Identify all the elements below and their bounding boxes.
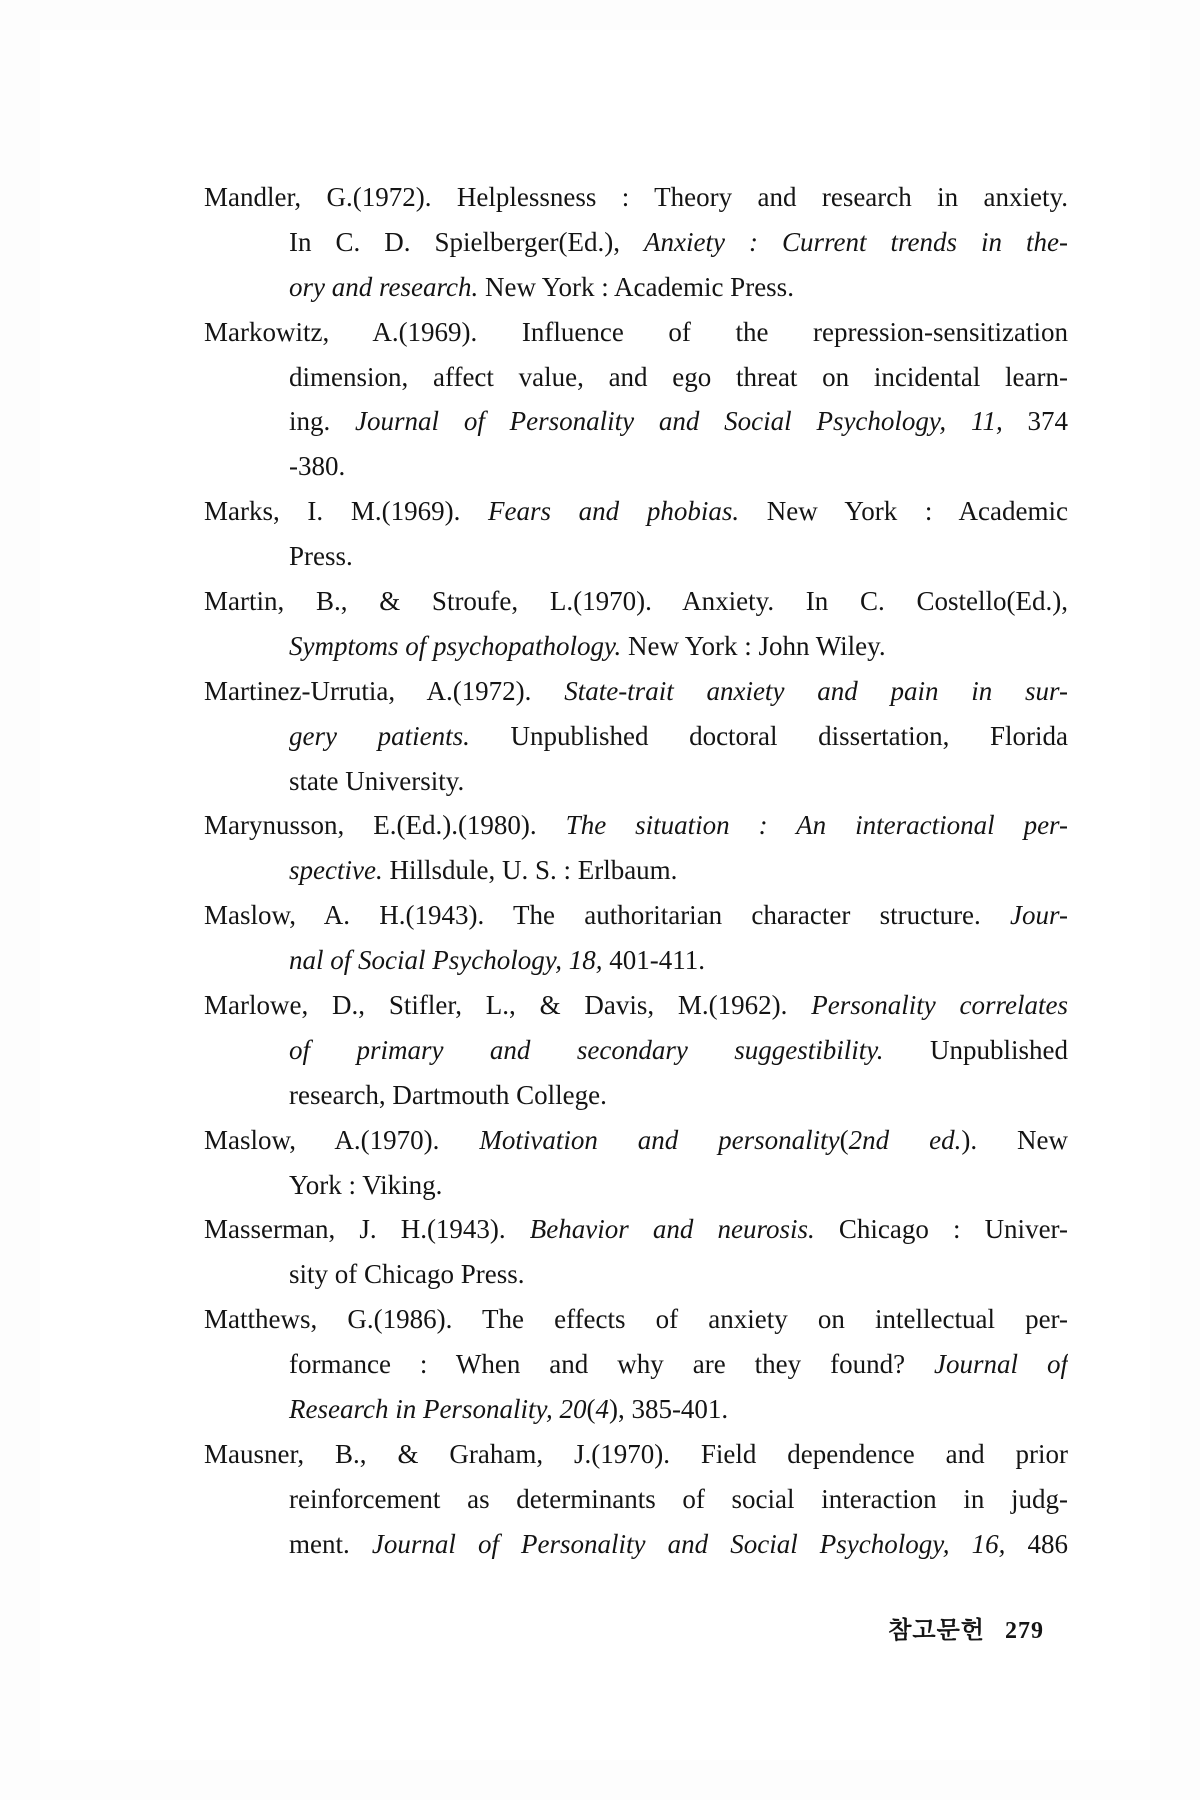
- reference-line: [204, 399, 1068, 444]
- reference-entry: [204, 983, 1068, 1118]
- reference-text: Masserman, J. H.(1943).: [204, 1214, 530, 1245]
- reference-entry: [204, 669, 1068, 804]
- reference-line: [204, 220, 1068, 265]
- reference-entry: [204, 579, 1068, 669]
- reference-text: ). New: [961, 1124, 1068, 1155]
- reference-line: [204, 444, 1068, 489]
- reference-text: Martinez-Urrutia, A.(1972).: [204, 675, 565, 706]
- reference-text: Martin, B., & Stroufe, L.(1970). Anxiety. In C. Costello(Ed.),: [204, 586, 1068, 617]
- reference-line: [204, 534, 1068, 579]
- reference-italic-text: Journal of Personality and Social Psychology, 16,: [371, 1528, 1006, 1559]
- reference-text: Marlowe, D., Stifler, L., & Davis, M.(1962).: [204, 990, 812, 1021]
- reference-line: [204, 175, 1068, 220]
- reference-text: formance : When and why are they found?: [289, 1349, 935, 1380]
- reference-italic-text: The situation : An interactional per-: [565, 810, 1068, 841]
- reference-text: York : Viking.: [289, 1169, 443, 1200]
- reference-italic-text: Anxiety : Current trends in the-: [644, 226, 1068, 257]
- reference-line: [204, 1522, 1068, 1567]
- reference-text: Unpublished: [883, 1034, 1068, 1065]
- reference-line: [204, 1028, 1068, 1073]
- reference-line: [204, 938, 1068, 983]
- running-section-title: 참고문헌: [888, 1618, 985, 1644]
- reference-entry: [204, 175, 1068, 310]
- reference-text: New York : John Wiley.: [621, 630, 886, 661]
- reference-text: ing.: [289, 406, 356, 437]
- reference-line: [204, 759, 1068, 804]
- reference-line: [204, 489, 1068, 534]
- reference-line: [204, 714, 1068, 759]
- reference-text: Mandler, G.(1972). Helplessness : Theory and research in anxiety.: [204, 182, 1068, 212]
- reference-entry: [204, 310, 1068, 490]
- reference-italic-text: Jour-: [1010, 900, 1068, 931]
- reference-text: New York : Academic Press.: [478, 271, 794, 302]
- reference-line: [204, 1387, 1068, 1432]
- reference-italic-text: spective.: [289, 855, 383, 886]
- reference-entry: [204, 803, 1068, 893]
- reference-line: [204, 265, 1068, 310]
- reference-line: [204, 1477, 1068, 1522]
- reference-line: [204, 1432, 1068, 1477]
- reference-text: ment.: [289, 1528, 372, 1559]
- reference-text: state University.: [289, 765, 465, 796]
- reference-entry: [204, 1118, 1068, 1208]
- reference-text: research, Dartmouth College.: [289, 1079, 607, 1110]
- reference-italic-text: ory and research.: [289, 271, 479, 302]
- reference-text: Marynusson, E.(Ed.).(1980).: [204, 810, 566, 841]
- reference-entry: [204, 1297, 1068, 1432]
- reference-text: Hillsdule, U. S. : Erlbaum.: [382, 855, 678, 886]
- reference-text: Maslow, A. H.(1943). The authoritarian character structure.: [204, 900, 1011, 931]
- reference-entry: [204, 1207, 1068, 1297]
- reference-line: [204, 1163, 1068, 1208]
- reference-line: [204, 669, 1068, 714]
- reference-text: 374: [1002, 406, 1068, 437]
- reference-text: dimension, affect value, and ego threat on incidental learn-: [289, 361, 1068, 392]
- reference-line: [204, 1118, 1068, 1163]
- reference-italic-text: Research in Personality, 20: [289, 1394, 587, 1425]
- page-number: 279: [1005, 1618, 1044, 1644]
- reference-text: Chicago : Univer-: [814, 1214, 1068, 1245]
- reference-line: [204, 1297, 1068, 1342]
- reference-text: (: [839, 1124, 849, 1155]
- reference-italic-text: of primary and secondary suggestibility.: [289, 1034, 884, 1065]
- reference-text: -380.: [289, 451, 346, 482]
- reference-line: [204, 310, 1068, 355]
- reference-entry: [204, 893, 1068, 983]
- reference-italic-text: Fears and phobias.: [488, 496, 740, 527]
- reference-line: [204, 1207, 1068, 1252]
- page-footer: [888, 1610, 1044, 1645]
- reference-italic-text: Motivation and personality: [479, 1124, 840, 1155]
- reference-text: ), 385-401.: [608, 1394, 729, 1425]
- reference-italic-text: gery patients.: [289, 720, 470, 751]
- reference-line: [204, 848, 1068, 893]
- reference-line: [204, 579, 1068, 624]
- reference-line: [204, 624, 1068, 669]
- reference-text: (: [586, 1394, 596, 1425]
- reference-text: Press.: [289, 541, 353, 572]
- reference-line: [204, 983, 1068, 1028]
- reference-text: Unpublished doctoral dissertation, Florida: [469, 720, 1068, 751]
- reference-text: 401-411.: [602, 945, 705, 976]
- reference-italic-text: Journal of: [934, 1349, 1068, 1380]
- reference-line: [204, 1252, 1068, 1297]
- reference-text: 486: [1005, 1528, 1068, 1559]
- reference-italic-text: 2nd ed.: [848, 1124, 962, 1155]
- reference-line: [204, 803, 1068, 848]
- reference-italic-text: State-trait anxiety and pain in sur-: [564, 675, 1068, 706]
- reference-text: Markowitz, A.(1969). Influence of the repression-sensitization: [204, 316, 1068, 347]
- reference-italic-text: Symptoms of psychopathology.: [289, 630, 622, 661]
- reference-text: Marks, I. M.(1969).: [204, 496, 488, 527]
- reference-italic-text: 4: [595, 1394, 609, 1425]
- reference-line: [204, 893, 1068, 938]
- reference-line: [204, 1342, 1068, 1387]
- reference-italic-text: Personality correlates: [811, 990, 1068, 1021]
- reference-line: [204, 1073, 1068, 1118]
- reference-text: sity of Chicago Press.: [289, 1259, 525, 1290]
- reference-text: Matthews, G.(1986). The effects of anxiety on intellectual per-: [204, 1304, 1068, 1335]
- reference-entry: [204, 1432, 1068, 1567]
- reference-line: [204, 355, 1068, 400]
- reference-entry: [204, 489, 1068, 579]
- reference-text: reinforcement as determinants of social interaction in judg-: [289, 1483, 1068, 1514]
- reference-text: Mausner, B., & Graham, J.(1970). Field dependence and prior: [204, 1438, 1068, 1469]
- reference-list: [204, 175, 1068, 1567]
- reference-italic-text: Behavior and neurosis.: [529, 1214, 815, 1245]
- reference-text: Maslow, A.(1970).: [204, 1124, 480, 1155]
- reference-italic-text: nal of Social Psychology, 18,: [289, 945, 603, 976]
- reference-text: In C. D. Spielberger(Ed.),: [289, 226, 644, 257]
- reference-text: New York : Academic: [739, 496, 1068, 527]
- reference-italic-text: Journal of Personality and Social Psychology, 11,: [355, 406, 1003, 437]
